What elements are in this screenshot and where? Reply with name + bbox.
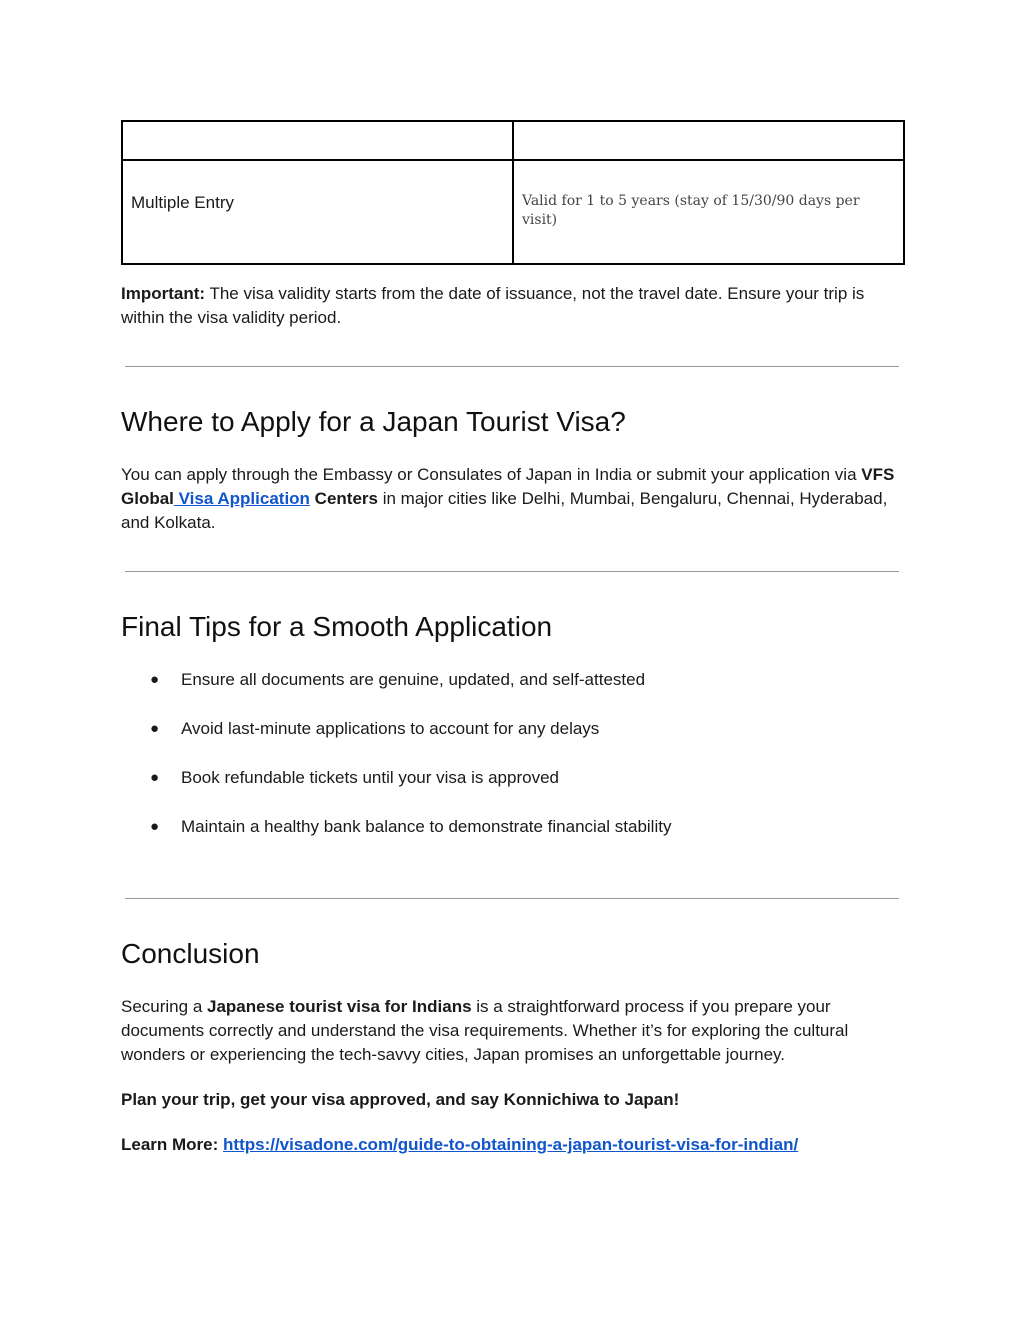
where-text-start: You can apply through the Embassy or Consulates of Japan in India or submit your application via [121, 465, 862, 484]
tip-text: Book refundable tickets until your visa is approved [181, 768, 559, 787]
final-tips-heading: Final Tips for a Smooth Application [121, 611, 553, 642]
conclusion-paragraph [121, 995, 911, 1067]
conclusion-text-end: is a straightforward process if you prepare your documents correctly and understand the visa requirements. Whether it’s for exploring the cultural wonders or experiencing the tech-savvy cities, Japan promises an unforgettable journey. [121, 997, 849, 1064]
table-row [122, 160, 904, 264]
centers-label: Centers [309, 489, 378, 508]
table-cell-type [122, 121, 513, 160]
conclusion-heading: Conclusion [121, 938, 260, 969]
tagline-text: Plan your trip, get your visa approved, and say Konnichiwa to Japan! [121, 1090, 680, 1109]
tip-text: Ensure all documents are genuine, updated, and self-attested [181, 670, 646, 689]
conclusion-text-start: Securing a [121, 997, 207, 1016]
table-cell-type: Multiple Entry [122, 160, 513, 264]
bullet-icon: ● [150, 671, 160, 688]
where-to-apply-paragraph [121, 463, 911, 535]
section-divider [125, 898, 899, 899]
table-cell-validity [513, 121, 904, 160]
important-note [121, 282, 911, 330]
table-cell-validity: Valid for 1 to 5 years (stay of 15/30/90 days per visit) [513, 160, 904, 264]
where-text-end: in major cities like Delhi, Mumbai, Bengaluru, Chennai, Hyderabad, and Kolkata. [121, 489, 888, 532]
where-to-apply-heading: Where to Apply for a Japan Tourist Visa? [121, 406, 626, 437]
learn-more-line [121, 1133, 911, 1157]
important-label: Important: [121, 284, 206, 303]
section-divider [125, 571, 899, 572]
tip-text: Maintain a healthy bank balance to demonstrate financial stability [181, 817, 672, 836]
visa-application-link[interactable]: Visa Application [173, 489, 310, 508]
section-divider [125, 366, 899, 367]
vfs-global-label: VFS Global [121, 465, 895, 508]
conclusion-bold-text: Japanese tourist visa for Indians [207, 997, 472, 1016]
tip-text: Avoid last-minute applications to account for any delays [181, 719, 600, 738]
bullet-icon: ● [150, 769, 160, 786]
conclusion-tagline [121, 1088, 911, 1112]
visa-validity-table [121, 120, 905, 265]
bullet-icon: ● [150, 720, 160, 737]
learn-more-label: Learn More: [121, 1135, 224, 1154]
table-row [122, 121, 904, 160]
learn-more-link[interactable]: https://visadone.com/guide-to-obtaining-a-japan-tourist-visa-for-indian/ [223, 1135, 799, 1154]
important-text: The visa validity starts from the date of issuance, not the travel date. Ensure your trip is within the visa validity period. [121, 284, 865, 327]
bullet-icon: ● [150, 818, 160, 835]
